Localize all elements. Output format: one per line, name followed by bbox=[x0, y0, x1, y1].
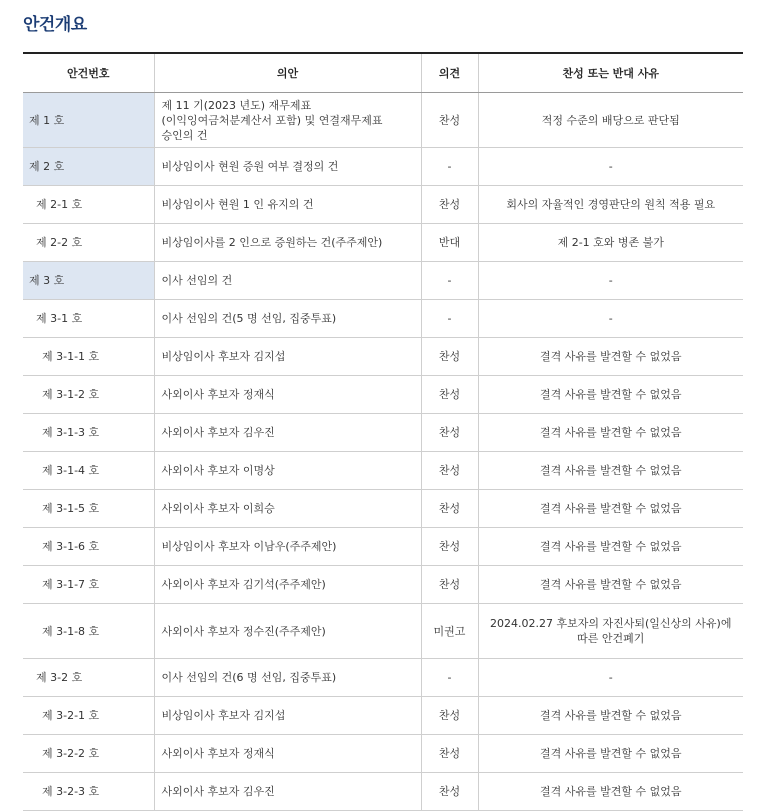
agenda-title-line: 사외이사 후보자 김우진 bbox=[161, 785, 275, 798]
opinion: 찬성 bbox=[421, 186, 478, 224]
table-row bbox=[23, 148, 743, 186]
reason bbox=[478, 697, 743, 735]
opinion: 찬성 bbox=[421, 773, 478, 811]
reason-line: 결격 사유를 발견할 수 없었음 bbox=[540, 350, 682, 363]
table-row bbox=[23, 604, 743, 659]
reason bbox=[478, 528, 743, 566]
table-row bbox=[23, 773, 743, 811]
reason-line: 회사의 자율적인 경영판단의 원칙 적용 필요 bbox=[506, 198, 716, 211]
agenda-title bbox=[154, 604, 421, 659]
reason bbox=[478, 93, 743, 148]
agenda-title-line: 비상임이사를 2 인으로 증원하는 건(주주제안) bbox=[161, 236, 383, 249]
agenda-title-line: 사외이사 후보자 김우진 bbox=[161, 426, 275, 439]
reason-line: - bbox=[608, 671, 613, 684]
reason bbox=[478, 490, 743, 528]
table-row bbox=[23, 735, 743, 773]
header-agenda: 의안 bbox=[154, 53, 421, 93]
opinion: 반대 bbox=[421, 224, 478, 262]
agenda-number: 제 3-2 호 bbox=[23, 659, 154, 697]
reason bbox=[478, 186, 743, 224]
table-row bbox=[23, 566, 743, 604]
reason bbox=[478, 659, 743, 697]
table-row bbox=[23, 697, 743, 735]
agenda-title bbox=[154, 93, 421, 148]
opinion: 찬성 bbox=[421, 697, 478, 735]
table-row bbox=[23, 528, 743, 566]
agenda-title bbox=[154, 566, 421, 604]
agenda-number: 제 3-1-1 호 bbox=[23, 338, 154, 376]
agenda-title bbox=[154, 773, 421, 811]
table-row bbox=[23, 490, 743, 528]
reason-line: - bbox=[608, 160, 613, 173]
agenda-title-line: 사외이사 후보자 이희승 bbox=[161, 502, 275, 515]
reason-line: 결격 사유를 발견할 수 없었음 bbox=[540, 464, 682, 477]
reason-line: 2024.02.27 후보자의 자진사퇴(일신상의 사유)에 bbox=[490, 617, 732, 630]
agenda-title-line: 이사 선임의 건 bbox=[161, 274, 233, 287]
agenda-title-line: 사외이사 후보자 이명상 bbox=[161, 464, 275, 477]
reason bbox=[478, 452, 743, 490]
agenda-number: 제 3-1-4 호 bbox=[23, 452, 154, 490]
agenda-title-line: 사외이사 후보자 정재식 bbox=[161, 747, 275, 760]
agenda-title-line: 비상임이사 현원 1 인 유지의 건 bbox=[161, 198, 314, 211]
agenda-title bbox=[154, 414, 421, 452]
agenda-title-line: 비상임이사 후보자 김지섭 bbox=[161, 350, 286, 363]
reason-line: 제 2-1 호와 병존 불가 bbox=[557, 236, 664, 249]
opinion: - bbox=[421, 262, 478, 300]
agenda-title bbox=[154, 452, 421, 490]
reason bbox=[478, 300, 743, 338]
reason bbox=[478, 376, 743, 414]
reason-line: 결격 사유를 발견할 수 없었음 bbox=[540, 747, 682, 760]
agenda-title-line: 비상임이사 후보자 이남우(주주제안) bbox=[161, 540, 337, 553]
table-row bbox=[23, 376, 743, 414]
reason-line: 결격 사유를 발견할 수 없었음 bbox=[540, 785, 682, 798]
agenda-title bbox=[154, 338, 421, 376]
opinion: 찬성 bbox=[421, 528, 478, 566]
reason-line: 결격 사유를 발견할 수 없었음 bbox=[540, 426, 682, 439]
opinion: - bbox=[421, 300, 478, 338]
agenda-title-line: (이익잉여금처분계산서 포함) 및 연결재무제표 bbox=[161, 113, 383, 127]
table-row bbox=[23, 300, 743, 338]
agenda-title bbox=[154, 224, 421, 262]
agenda-number: 제 3-1-3 호 bbox=[23, 414, 154, 452]
reason-line: 적정 수준의 배당으로 판단됨 bbox=[541, 113, 680, 127]
agenda-number: 제 3-1-6 호 bbox=[23, 528, 154, 566]
agenda-number: 제 3-1 호 bbox=[23, 300, 154, 338]
opinion: 찬성 bbox=[421, 735, 478, 773]
agenda-number: 제 3-1-7 호 bbox=[23, 566, 154, 604]
opinion: 찬성 bbox=[421, 414, 478, 452]
agenda-number: 제 3-2-3 호 bbox=[23, 773, 154, 811]
agenda-title-line: 비상임이사 후보자 김지섭 bbox=[161, 709, 286, 722]
agenda-number: 제 1 호 bbox=[23, 93, 154, 148]
table-row bbox=[23, 659, 743, 697]
opinion: - bbox=[421, 148, 478, 186]
agenda-title-line: 사외이사 후보자 정수진(주주제안) bbox=[161, 624, 326, 638]
reason-line: 결격 사유를 발견할 수 없었음 bbox=[540, 709, 682, 722]
opinion: 찬성 bbox=[421, 338, 478, 376]
table-row bbox=[23, 452, 743, 490]
agenda-number: 제 3 호 bbox=[23, 262, 154, 300]
table-row bbox=[23, 186, 743, 224]
agenda-number: 제 3-1-2 호 bbox=[23, 376, 154, 414]
table-row bbox=[23, 93, 743, 148]
agenda-title-line: 사외이사 후보자 정재식 bbox=[161, 388, 275, 401]
table-row bbox=[23, 338, 743, 376]
opinion: 미권고 bbox=[421, 604, 478, 659]
reason bbox=[478, 566, 743, 604]
agenda-title bbox=[154, 376, 421, 414]
agenda-title bbox=[154, 148, 421, 186]
agenda-number: 제 3-1-5 호 bbox=[23, 490, 154, 528]
agenda-title bbox=[154, 490, 421, 528]
agenda-title bbox=[154, 659, 421, 697]
header-agenda-no: 안건번호 bbox=[23, 53, 154, 93]
agenda-title-line: 승인의 건 bbox=[161, 128, 208, 142]
opinion: 찬성 bbox=[421, 93, 478, 148]
reason bbox=[478, 604, 743, 659]
agenda-title bbox=[154, 697, 421, 735]
agenda-number: 제 3-2-1 호 bbox=[23, 697, 154, 735]
table-row bbox=[23, 224, 743, 262]
table-row bbox=[23, 262, 743, 300]
agenda-title bbox=[154, 300, 421, 338]
agenda-number: 제 2-2 호 bbox=[23, 224, 154, 262]
agenda-number: 제 3-2-2 호 bbox=[23, 735, 154, 773]
reason-line: - bbox=[608, 274, 613, 287]
agenda-title-line: 사외이사 후보자 김기석(주주제안) bbox=[161, 578, 326, 591]
reason-line: 따른 안건폐기 bbox=[577, 632, 645, 645]
table-body bbox=[23, 93, 743, 811]
agenda-title bbox=[154, 186, 421, 224]
agenda-title-line: 제 11 기(2023 년도) 재무제표 bbox=[161, 98, 312, 112]
reason bbox=[478, 148, 743, 186]
table-header-row bbox=[23, 53, 743, 93]
table-row bbox=[23, 414, 743, 452]
reason-line: - bbox=[608, 312, 613, 325]
agenda-title bbox=[154, 262, 421, 300]
reason-line: 결격 사유를 발견할 수 없었음 bbox=[540, 388, 682, 401]
agenda-title bbox=[154, 528, 421, 566]
agenda-number: 제 2-1 호 bbox=[23, 186, 154, 224]
reason-line: 결격 사유를 발견할 수 없었음 bbox=[540, 540, 682, 553]
agenda-title-line: 이사 선임의 건(5 명 선임, 집중투표) bbox=[161, 312, 337, 325]
reason bbox=[478, 224, 743, 262]
agenda-number: 제 3-1-8 호 bbox=[23, 604, 154, 659]
opinion: 찬성 bbox=[421, 490, 478, 528]
reason bbox=[478, 262, 743, 300]
reason bbox=[478, 735, 743, 773]
agenda-title-line: 비상임이사 현원 증원 여부 결정의 건 bbox=[161, 160, 339, 173]
reason-line: 결격 사유를 발견할 수 없었음 bbox=[540, 502, 682, 515]
header-opinion: 의견 bbox=[421, 53, 478, 93]
reason bbox=[478, 773, 743, 811]
header-reason: 찬성 또는 반대 사유 bbox=[478, 53, 743, 93]
reason-line: 결격 사유를 발견할 수 없었음 bbox=[540, 578, 682, 591]
agenda-table bbox=[23, 52, 743, 811]
opinion: - bbox=[421, 659, 478, 697]
opinion: 찬성 bbox=[421, 566, 478, 604]
reason bbox=[478, 414, 743, 452]
opinion: 찬성 bbox=[421, 452, 478, 490]
agenda-title bbox=[154, 735, 421, 773]
page-title: 안건개요 bbox=[23, 15, 87, 35]
opinion: 찬성 bbox=[421, 376, 478, 414]
agenda-number: 제 2 호 bbox=[23, 148, 154, 186]
reason bbox=[478, 338, 743, 376]
agenda-title-line: 이사 선임의 건(6 명 선임, 집중투표) bbox=[161, 671, 337, 684]
